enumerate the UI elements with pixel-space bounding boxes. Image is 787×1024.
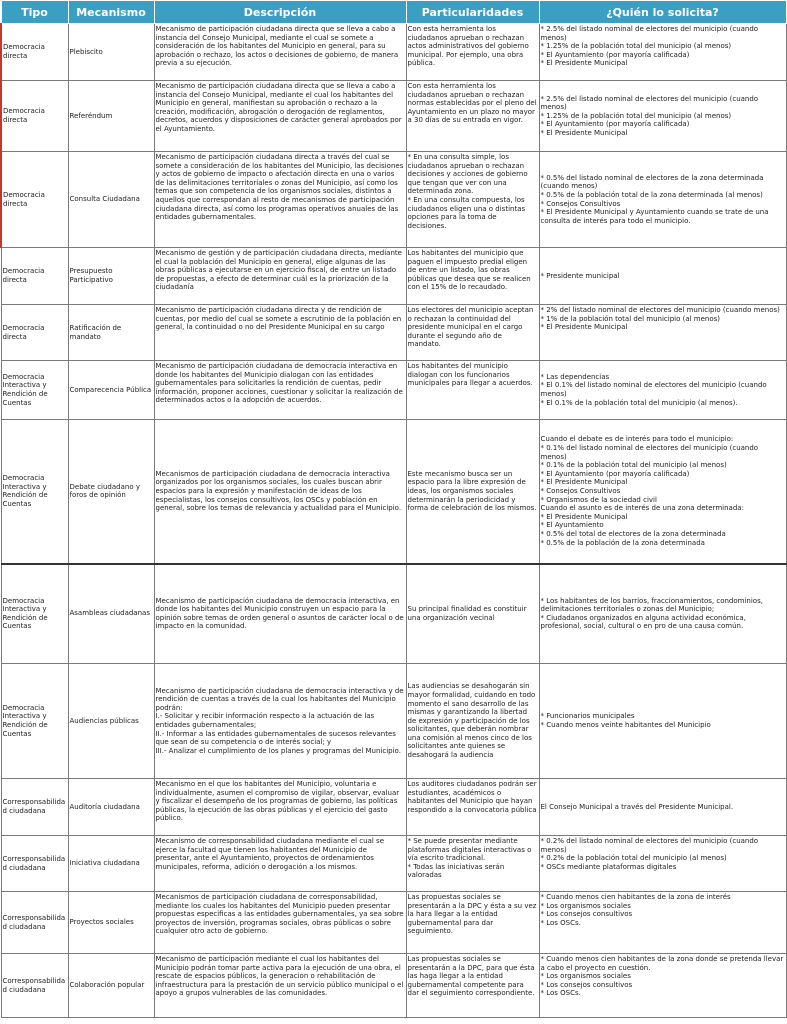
cell-quien: * 0.2% del listado nominal de electores del municipio (cuando menos) * 0.2% de la población total del municipio (al menos) * OSCs mediante plataformas digitales [539,836,786,892]
cell-quien: * Presidente municipal [539,248,786,305]
table-row [1,81,786,152]
cell-particularidades: * Se puede presentar mediante plataformas digitales interactivas o vía escrito tradicional. * Todas las iniciativas serán valoradas [406,836,539,892]
cell-tipo: Corresponsabilidad ciudadana [1,779,68,836]
cell-tipo: Corresponsabilidad ciudadana [1,892,68,954]
header-particularidades: Particularidades [406,1,539,24]
header-quien: ¿Quién lo solicita? [539,1,786,24]
cell-descripcion: Mecanismo de participación ciudadana directa y de rendición de cuentas, por medio del cual se somete a escrutinio de la población en general, la continuidad o no del Presidente Municipal en su cargo [154,305,406,361]
cell-quien: * 2.5% del listado nominal de electores del municipio (cuando menos) * 1.25% de la población total del municipio (al menos) * El Ayuntamiento (por mayoría calificada) * El Presidente Municipal [539,24,786,81]
cell-quien: Cuando el debate es de interés para todo el municipio: * 0.1% del listado nominal de electores del municipio (cuando menos) * 0.1% de la población total del municipio (al menos) * El Ayuntamiento (por mayoría calificada) * El Presidente Municipal * Consejos Consultivos * Organismos de la sociedad civil Cuando el asunto es de interés de una zona determinada: * El Presidente Municipal * El Ayuntamiento * 0.5% del total de electores de la zona determinada * 0.5% de la población de la zona determinada [539,420,786,564]
cell-quien: * Cuando menos cien habitantes de la zona de interés * Los organismos sociales * Los consejos consultivos * Los OSCs. [539,892,786,954]
cell-quien: * Funcionarios municipales * Cuando menos veinte habitantes del Municipio [539,664,786,779]
cell-tipo: Democracia directa [1,152,68,248]
cell-descripcion: Mecanismo en el que los habitantes del Municipio, voluntaria e individualmente, asumen el compromiso de vigilar, observar, evaluar y fiscalizar el desempeño de los programas de gobierno, las políticas públicas, la ejecución de las obras públicas y el ejercicio del gasto público. [154,779,406,836]
table-row [1,779,786,836]
table-row [1,152,786,248]
cell-descripcion: Mecanismo de corresponsabilidad ciudadana mediante el cual se ejerce la facultad que tienen los habitantes del Municipio de presentar, ante el Ayuntamiento, proyectos de ordenamientos municipales, reforma, adición o derogación a los mismos. [154,836,406,892]
cell-particularidades: Con esta herramienta los ciudadanos aprueban o rechazan normas establecidas por el pleno del Ayuntamiento en un plazo no mayor a 30 días de su entrada en vigor. [406,81,539,152]
cell-descripcion: Mecanismo de participación ciudadana directa que se lleva a cabo a instancia del Consejo Municipal, mediante el cual se somete a consideración de los habitantes del Municipio en general, para su aprobación o rechazo, los actos o decisiones de gobierno, de manera previa a su ejecución. [154,24,406,81]
cell-mecanismo: Plebiscito [68,24,154,81]
cell-particularidades: Los auditores ciudadanos podrán ser estudiantes, académicos o habitantes del Municipio que hayan respondido a la convocatoria pública [406,779,539,836]
cell-descripcion: Mecanismo de participación ciudadana directa que se lleva a cabo a instancia del Consejo Municipal, mediante el cual los habitantes del Municipio en general, manifiestan su aprobación o rechazo a la creación, modificación, abrogación o derogación de reglamentos, decretos, acuerdos y disposiciones de carácter general aprobados por el Ayuntamiento. [154,81,406,152]
cell-mecanismo: Consulta Ciudadana [68,152,154,248]
cell-particularidades: Su principal finalidad es constituir una organización vecinal [406,564,539,664]
cell-quien: El Consejo Municipal a través del Presidente Municipal. [539,779,786,836]
table-row [1,664,786,779]
cell-tipo: Corresponsabilidad ciudadana [1,954,68,1018]
cell-quien: * 2% del listado nominal de electores del municipio (cuando menos) * 1% de la población total del municipio (al menos) * El Presidente Municipal [539,305,786,361]
table-row [1,420,786,564]
cell-particularidades: Las propuestas sociales se presentarán a la DPC, para que ésta las haga llegar a la entidad gubernamental competente para dar el seguimiento correspondiente. [406,954,539,1018]
cell-tipo: Democracia Interactiva y Rendición de Cuentas [1,420,68,564]
cell-mecanismo: Audiencias públicas [68,664,154,779]
header-tipo: Tipo [1,1,68,24]
table-row [1,836,786,892]
cell-descripcion: Mecanismo de participación ciudadana de democracia interactiva en donde los habitantes del Municipio dialogan con las entidades gubernamentales para solicitarles la rendición de cuentas, pedir información, proponer acciones, cuestionar y solicitar la realización de determinados actos o la adopción de acuerdos. [154,361,406,420]
cell-descripcion: Mecanismos de participación ciudadana de democracia interactiva organizados por los organismos sociales, los cuales buscan abrir espacios para la expresión y manifestación de ideas de los especialistas, los consejos consultivos, los OSCs y población en general, sobre los temas de relevancia y actualidad para el Municipio. [154,420,406,564]
table-row [1,892,786,954]
table-row [1,361,786,420]
table-row [1,248,786,305]
table-row [1,305,786,361]
cell-descripcion: Mecanismo de participación ciudadana de democracia interactiva y de rendición de cuentas a través de la cual los habitantes del Municipio podrán: I.- Solicitar y recibir información respecto a la actuación de las entidades gubernamentales; II.- Informar a las entidades gubernamentales de sucesos relevantes que sean de su competencia o de interés social; y III.- Analizar el cumplimiento de los planes y programas del Municipio. [154,664,406,779]
header-mecanismo: Mecanismo [68,1,154,24]
cell-tipo: Democracia Interactiva y Rendición de Cuentas [1,664,68,779]
cell-descripcion: Mecanismo de participación ciudadana de democracia interactiva, en donde los habitantes del Municipio construyen un espacio para la opinión sobre temas de orden general o asuntos de carácter local o de impacto en la comunidad. [154,564,406,664]
cell-descripcion: Mecanismo de participación mediante el cual los habitantes del Municipio podrán tomar parte activa para la ejecución de una obra, el rescate de espacios públicos, la generacion o rehabilitación de infraestructura para la prestación de un servicio público municipal o el apoyo a grupos vulnerables de las comunidades. [154,954,406,1018]
header-row [1,1,786,24]
cell-mecanismo: Iniciativa ciudadana [68,836,154,892]
header-descripcion: Descripción [154,1,406,24]
cell-descripcion: Mecanismos de participación ciudadana de corresponsabilidad, mediante los cuales los habitantes del Municipio pueden presentar propuestas específicas a las entidades gubernamentales, ya sea sobre proyectos de inversión, programas sociales, obras públicas o sobre cualquier otro acto de gobierno. [154,892,406,954]
table-row [1,24,786,81]
cell-particularidades: Las propuestas sociales se presentarán a la DPC y ésta a su vez la hara llegar a la entidad gubernamental para dar seguimiento. [406,892,539,954]
cell-quien: * 2.5% del listado nominal de electores del municipio (cuando menos) * 1.25% de la población total del municipio (al menos) * El Ayuntamiento (por mayoría calificada) * El Presidente Municipal [539,81,786,152]
cell-particularidades: Con esta herramienta los ciudadanos aprueban o rechazan actos administrativos del gobierno municipal. Por ejemplo, una obra pública. [406,24,539,81]
cell-particularidades: Los habitantes del municipio dialogan con los funcionarios municipales para llegar a acuerdos. [406,361,539,420]
cell-tipo: Democracia directa [1,81,68,152]
cell-tipo: Democracia directa [1,248,68,305]
cell-mecanismo: Ratificación de mandato [68,305,154,361]
cell-tipo: Democracia Interactiva y Rendición de Cuentas [1,564,68,664]
cell-mecanismo: Referéndum [68,81,154,152]
cell-tipo: Democracia directa [1,305,68,361]
table-row [1,954,786,1018]
cell-mecanismo: Comparecencia Pública [68,361,154,420]
cell-mecanismo: Colaboración popular [68,954,154,1018]
cell-mecanismo: Proyectos sociales [68,892,154,954]
cell-quien: * 0.5% del listado nominal de electores de la zona determinada (cuando menos) * 0.5% de la población total de la zona determinada (al menos) * Consejos Consultivos * El Presidente Municipal y Ayuntamiento cuando se trate de una consulta de interés para todo el municipio. [539,152,786,248]
cell-particularidades: Las audiencias se desahogarán sin mayor formalidad, cuidando en todo momento el sano desarrollo de las mismas y garantizando la libertad de expresión y participación de los solicitantes, que deberán nombrar una comisión al menos cinco de los solicitantes ante quienes se desahogará la audiencia [406,664,539,779]
cell-mecanismo: Presupuesto Participativo [68,248,154,305]
cell-tipo: Corresponsabilidad ciudadana [1,836,68,892]
cell-quien: * Las dependencias * El 0.1% del listado nominal de electores del municipio (cuando menos) * El 0.1% de la población total del municipio (al menos). [539,361,786,420]
cell-descripcion: Mecanismo de participación ciudadana directa a través del cual se somete a consideración de los habitantes del Municipio, las decisiones y actos de gobierno de impacto o afectación directa en una o varios de las delimitaciones territoriales o zonas del Municipio, así como los temas que son competencia de los organismos sociales, distintos a aquellos que correspondan al resto de mecanismos de participación ciudadana directa, así como los programas operativos anuales de las entidades gubernamentales. [154,152,406,248]
cell-particularidades: Los habitantes del municipio que paguen el impuesto predial eligen de entre un listado, las obras públicas que desea que se realicen con el 15% de lo recaudado. [406,248,539,305]
cell-particularidades: Los electores del municipio aceptan o rechazan la continuidad del presidente municipal en el cargo durante el segundo año de mandato. [406,305,539,361]
cell-mecanismo: Auditoría ciudadana [68,779,154,836]
cell-descripcion: Mecanismo de gestión y de participación ciudadana directa, mediante el cual la población del Municipio en general, elige algunas de las obras públicas a ejecutarse en un ejercicio fiscal, de entre un listado de propuestas, a efecto de determinar cuál es la priorización de la ciudadanía [154,248,406,305]
cell-tipo: Democracia directa [1,24,68,81]
cell-mecanismo: Asambleas ciudadanas [68,564,154,664]
table-row [1,564,786,664]
cell-particularidades: Este mecanismo busca ser un espacio para la libre expresión de ideas, los organismos sociales determinarán la periodicidad y forma de celebración de los mismos. [406,420,539,564]
cell-mecanismo: Debate ciudadano y foros de opinión [68,420,154,564]
cell-particularidades: * En una consulta simple, los ciudadanos aprueban o rechazan decisiones y acciones de gobierno que tengan que ver con una determinada zona. * En una consulta compuesta, los ciudadanos eligen una o distintas opciones para la toma de decisiones. [406,152,539,248]
cell-quien: * Cuando menos cien habitantes de la zona donde se pretenda llevar a cabo el proyecto en cuestión. * Los organismos sociales * Los consejos consultivos * Los OSCs. [539,954,786,1018]
cell-quien: * Los habitantes de los barrios, fraccionamientos, condominios, delimitaciones territoriales o zonas del Municipio; * Ciudadanos organizados en alguna actividad económica, profesional, social, cultural o en pro de una causa común. [539,564,786,664]
cell-tipo: Democracia Interactiva y Rendición de Cuentas [1,361,68,420]
